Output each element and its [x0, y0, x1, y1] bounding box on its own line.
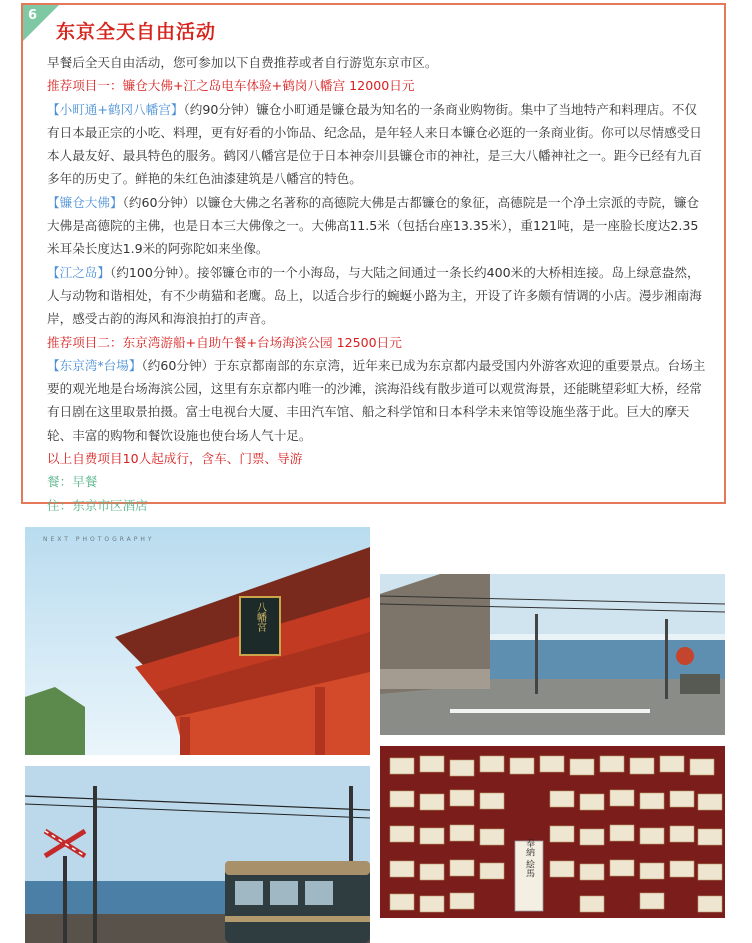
item1-heading: 推荐项目一：镰仓大佛+江之岛电车体验+鹤岗八幡宫 12000日元: [47, 78, 415, 94]
intro-text: 早餐后全天自由活动，您可参加以下自费推荐或者自行游览东京市区。: [47, 55, 438, 70]
daibutsu-text: （约60分钟）以镰仓大佛之名著称的高德院大佛是古都镰仓的象征，高德院是一个净土宗派的寺院，镰仓大佛是高德院的主佛，也是日本三大佛像之一。大佛高11.5米（包括台座13.35米），重121吨，是一座脸长度达2.35米耳朵长度达1.9米的阿弥陀如来坐像。: [47, 194, 700, 257]
komachi-tag: 【小町通+鹤冈八幡宫】: [47, 101, 184, 117]
hotel-text: 住：东京市区酒店: [47, 497, 148, 513]
shrine-plaque-text: 八幡宮: [254, 602, 266, 632]
item2-heading: 推荐项目二：东京湾游船+自助午餐+台场海滨公园 12500日元: [47, 334, 402, 350]
odaiba-text: （约60分钟）于东京都南部的东京湾，近年来已成为东京都内最受国内外游客欢迎的重要景点。台场主要的观光地是台场海滨公园，这里有东京都内唯一的沙滩，滨海沿线有散步道可以观赏海景，还能眺望彩虹大桥，经常有日剧在这里取景拍摄。富士电视台大厦、丰田汽车馆、船之科学馆和日本科学未来馆等设施坐落于此。巨大的摩天轮、丰富的购物和餐饮设施也使台场人气十足。: [47, 357, 706, 443]
day-number: 6: [28, 8, 38, 23]
meal-text: 餐：早餐: [47, 474, 98, 490]
ema-sign-text: 奉納 絵馬: [524, 838, 534, 878]
day-content: [47, 51, 707, 517]
ema-wall-photo: [380, 746, 725, 918]
notice-text: 以上自费项目10人起成行，含车、门票、导游: [47, 451, 303, 467]
enoshima-text: （约100分钟）。接邻镰仓市的一个小海岛，与大陆之间通过一条长约400米的大桥相连接。岛上绿意盎然，人与动物和谐相处，有不少萌猫和老鹰。岛上，以适合步行的蜿蜒小路为主，开设了许多颇有情调的小店。漫步湘南海岸，感受古韵的海风和海浪拍打的声音。: [47, 264, 702, 327]
shrine-gate-photo: [25, 527, 370, 755]
enoden-train-photo: [25, 766, 370, 943]
day-title: 东京全天自由活动: [56, 21, 217, 43]
itinerary-day-card: [21, 3, 726, 513]
enoshima-paragraph: [47, 261, 707, 331]
enoshima-tag: 【江之岛】: [47, 264, 110, 280]
komachi-paragraph: [47, 98, 707, 191]
daibutsu-paragraph: [47, 191, 707, 261]
komachi-text: （约90分钟）镰仓小町通是镰仓最为知名的一条商业购物街。集中了当地特产和料理店。不仅有日本最正宗的小吃、料理，更有好看的小饰品、纪念品，是年轻人来日本镰仓必逛的一条商业街。你可以尽情感受日本人最友好、最具特色的服务。鹤冈八幡宫是位于日本神奈川县镰仓市的神社，是三大八幡神社之一。距今已经有九百多年的历史了。鲜艳的朱红色油漆建筑是八幡宫的特色。: [47, 101, 702, 187]
odaiba-tag: 【东京湾*台場】: [47, 357, 142, 373]
odaiba-paragraph: [47, 354, 707, 447]
daibutsu-tag: 【镰仓大佛】: [47, 194, 123, 210]
photo-caption: NEXT PHOTOGRAPHY: [43, 536, 155, 543]
seaside-crossing-photo: [380, 574, 725, 735]
